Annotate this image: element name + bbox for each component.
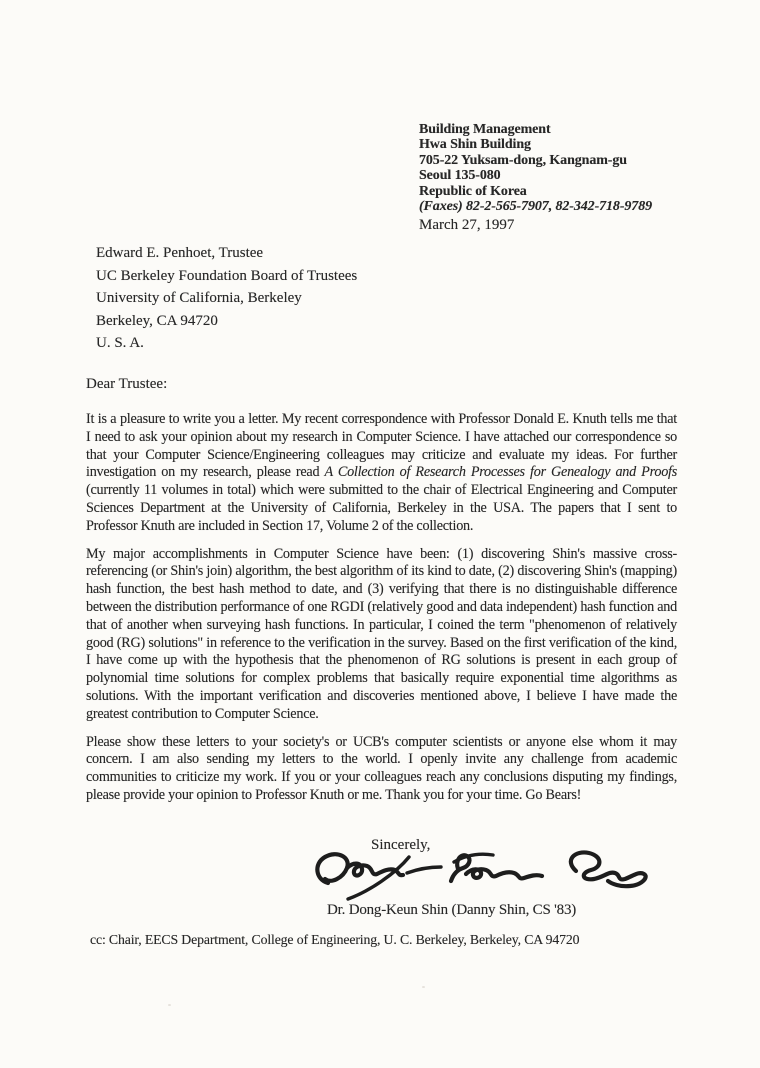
paragraph-1 (86, 411, 677, 536)
fax-numbers-line: (Faxes) 82-2-565-7907, 82-342-718-9789 (419, 199, 652, 215)
sender-line: Republic of Korea (419, 183, 527, 199)
sender-line: Seoul 135-080 (419, 168, 501, 184)
handwritten-signature (308, 847, 650, 901)
book-title-italic: A Collection of Research Processes for Genealogy and Proofs (324, 464, 677, 481)
recipient-line: U. S. A. (96, 335, 144, 352)
recipient-line: Edward E. Penhoet, Trustee (96, 245, 264, 261)
signer-typed-name: Dr. Dong-Keun Shin (Danny Shin, CS '83) (327, 902, 577, 918)
sender-line: 705-22 Yuksam-dong, Kangnam-gu (419, 152, 627, 168)
cc-line: cc: Chair, EECS Department, College of Engineering, U. C. Berkeley, Berkeley, CA 94720 (90, 932, 580, 947)
sender-line: Hwa Shin Building (419, 137, 531, 153)
paragraph-3: Please show these letters to your society's or UCB's computer scientists or anyone else whom it may concern. I am also sending my letters to the world. I openly invite any challenge from academic communities to criticize my work. If you or your colleagues reach any conclusions disputing my findings, please provide your opinion to Professor Knuth or me. Thank you for your time. Go Bears! (86, 733, 677, 803)
recipient-address-block (96, 242, 357, 355)
recipient-line: Berkeley, CA 94720 (96, 312, 218, 329)
scan-speckle (422, 986, 425, 988)
sender-line: Building Management (419, 122, 551, 137)
paragraph-1-text: (currently 11 volumes in total) which were submitted to the chair of Electrical Engineering and Computer Sciences Department at the University of California, Berkeley in the USA. The papers that I sent to Professor Knuth are included in Section 17, Volume 2 of the collection. (86, 482, 677, 534)
paragraph-2: My major accomplishments in Computer Science have been: (1) discovering Shin's massive cross-referencing (or Shin's join) algorithm, the best algorithm of its kind to date, (2) discovering Shin's (mapping) hash function, the best hash method to date, and (3) verifying that there is no distinguishable difference between the distribution performance of one RGDI (relatively good and data independent) hash function and that of another when surveying hash functions. In particular, I coined the term "phenomenon of relatively good (RG) solutions" in reference to the verification in the survey. Based on the first verification of the kind, I have come up with the hypothesis that the phenomenon of RG solutions is present in each group of polynomial time solutions for complex problems that basically require exponential time algorithms as solutions. With the important verification and discoveries mentioned above, I believe I have made the greatest contribution to Computer Science. (86, 545, 677, 722)
recipient-line: University of California, Berkeley (96, 290, 302, 307)
letter-date: March 27, 1997 (419, 217, 515, 233)
recipient-line: UC Berkeley Foundation Board of Trustees (96, 267, 358, 284)
paragraph-1-text: It is a pleasure to write you a letter. My recent correspondence with Professor Donald E. Knuth tells me that I need to ask your opinion about my research in Computer Science. I have attached our correspondence so that your Computer Science/Engineering colleagues may criticize and evaluate my ideas. For further investigation on my research, please read (86, 411, 677, 481)
letter-body (86, 411, 677, 815)
sender-address-block (419, 122, 652, 214)
valediction: Sincerely, (371, 837, 431, 853)
salutation: Dear Trustee: (86, 376, 168, 392)
scan-speckle (168, 1004, 171, 1006)
